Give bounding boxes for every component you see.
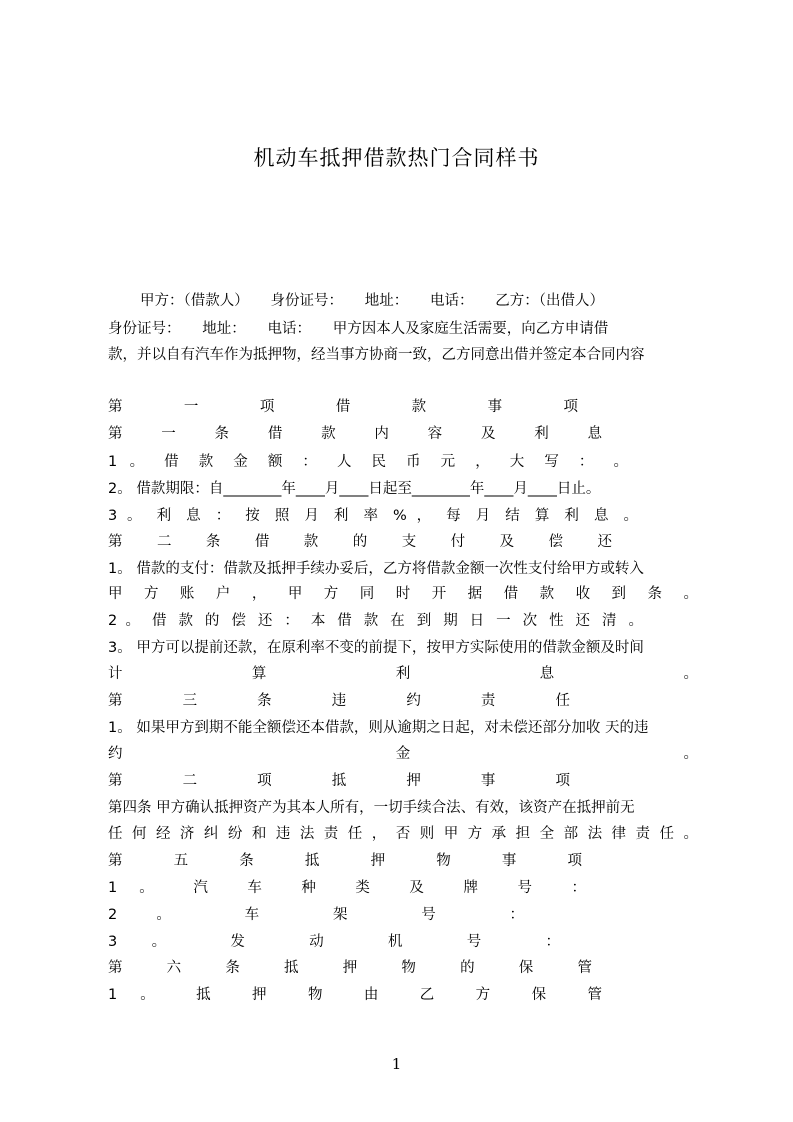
article-heading-5: 第 五 条 抵 押 物 事 项 xyxy=(108,853,582,869)
clause-2-2: 2 。 借 款 的 偿 还 ： 本 借 款 在 到 期 日 一 次 性 还 清 。 xyxy=(108,613,643,629)
article-4: 第四条 甲方确认抵押资产为其本人所有，一切手续合法、有效，该资产在抵押前无 xyxy=(108,800,635,816)
section-heading-1: 第 一 项 借 款 事 项 xyxy=(108,399,578,415)
article-heading-6: 第 六 条 抵 押 物 的 保 管 xyxy=(108,960,592,976)
article-4-cont: 任 何 经 济 纠 纷 和 违 法 责 任 ， 否 则 甲 方 承 担 全 部 法 律 责 任 。 xyxy=(108,826,698,842)
clause-1-1: 1 。 借 款 金 额 ： 人 民 币 元 ， 大 写 ： 。 xyxy=(108,454,628,470)
clause-5-3: 3 。 发 动 机 号 ： xyxy=(108,934,560,950)
clause-3-1-cont: 约 金 。 xyxy=(108,746,698,762)
clause-1-2: 2。 借款期限：自________年____月____日起至________年____月____日止。 xyxy=(108,481,601,497)
clause-6-1: 1 。 抵 押 物 由 乙 方 保 管 xyxy=(108,987,602,1003)
clause-1-3: 3 。 利 息 ： 按 照 月 利 率 % ， 每 月 结 算 利 息 。 xyxy=(108,508,638,524)
clause-5-1: 1 。 汽 车 种 类 及 牌 号 ： xyxy=(108,880,586,896)
text-line-intro-1: 甲方：（借款人） 身份证号： 地址： 电话： 乙方：（出借人） xyxy=(140,293,604,309)
article-heading-1: 第 一 条 借 款 内 容 及 利 息 xyxy=(108,426,602,442)
article-heading-2: 第 二 条 借 款 的 支 付 及 偿 还 xyxy=(108,534,612,550)
clause-2-1: 1。 借款的支付：借款及抵押手续办妥后，乙方将借款金额一次性支付给甲方或转入 xyxy=(108,561,644,577)
clause-2-3: 3。 甲方可以提前还款，在原利率不变的前提下，按甲方实际使用的借款金额及时间 xyxy=(108,640,644,656)
text-line-intro-2: 身份证号： 地址： 电话： 甲方因本人及家庭生活需要，向乙方申请借 xyxy=(108,321,609,337)
clause-3-1: 1。 如果甲方到期不能全额偿还本借款，则从逾期之日起，对未偿还部分加收 天的违 xyxy=(108,720,649,736)
document-title: 机动车抵押借款热门合同样书 xyxy=(253,146,540,170)
section-heading-2: 第 二 项 抵 押 事 项 xyxy=(108,773,570,789)
clause-2-3-cont: 计 算 利 息 。 xyxy=(108,666,698,682)
article-heading-3: 第 三 条 违 约 责 任 xyxy=(108,693,570,709)
clause-2-1-cont: 甲 方 账 户 ， 甲 方 同 时 开 据 借 款 收 到 条 。 xyxy=(108,586,698,602)
clause-5-2: 2 。 车 架 号 ： xyxy=(108,907,524,923)
page-number: 1 xyxy=(391,1055,402,1073)
text-line-intro-3: 款，并以自有汽车作为抵押物，经当事方协商一致，乙方同意出借并签定本合同内容 xyxy=(108,347,645,363)
